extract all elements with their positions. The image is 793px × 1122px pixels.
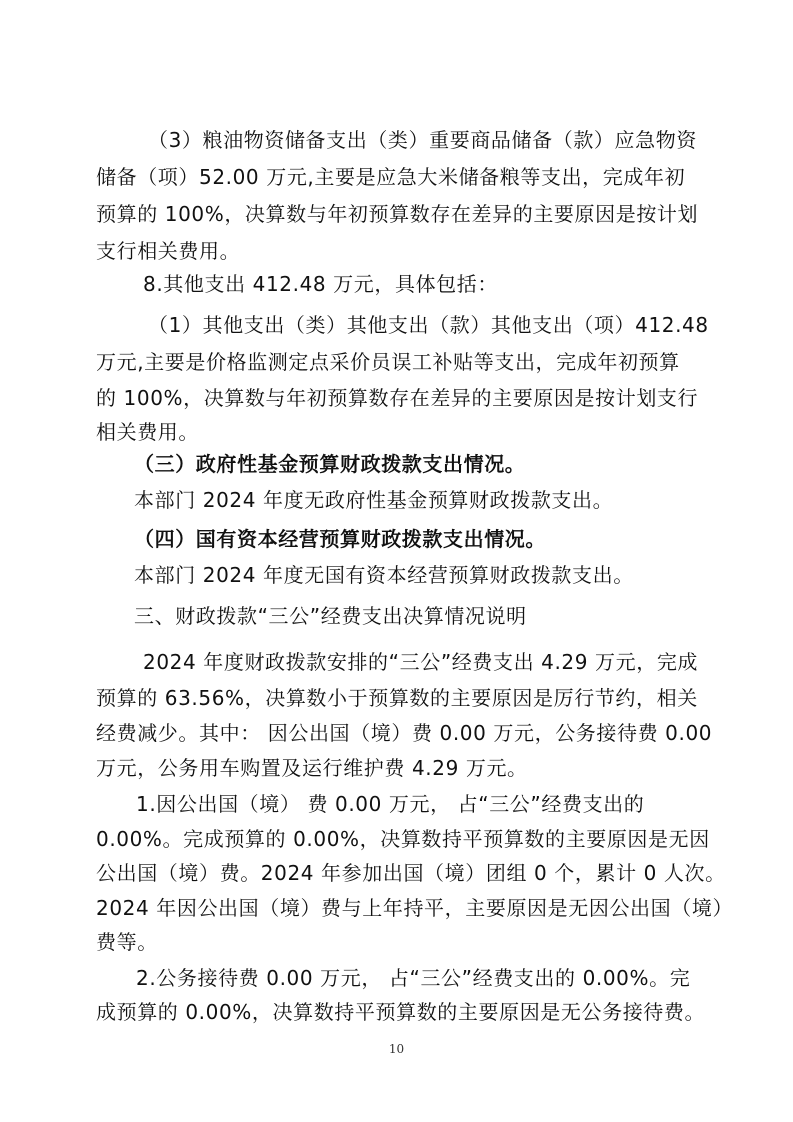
para-line: 8.其他支出 412.48 万元，具体包括： [143, 272, 498, 296]
page-number: 10 [388, 1042, 405, 1056]
para-line: 费等。 [96, 930, 158, 954]
section-heading: 三、财政拨款“三公”经费支出决算情况说明 [134, 604, 527, 628]
para-line: 2024 年度财政拨款安排的“三公”经费支出 4.29 万元，完成 [143, 650, 699, 674]
para-line: 公出国（境）费。2024 年参加出国（境）团组 0 个，累计 0 人次。 [96, 861, 726, 885]
para-line: 万元，公务用车购置及运行维护费 4.29 万元。 [96, 756, 528, 780]
para-line: 预算的 63.56%，决算数小于预算数的主要原因是厉行节约，相关 [96, 686, 698, 710]
section-heading: （四）国有资本经营预算财政拨款支出情况。 [134, 527, 546, 551]
para-line: 本部门 2024 年度无国有资本经营预算财政拨款支出。 [134, 563, 634, 587]
para-line: 0.00%。完成预算的 0.00%，决算数持平预算数的主要原因是无因 [96, 827, 710, 851]
para-line: 万元,主要是价格监测定点采价员误工补贴等支出，完成年初预算 [96, 350, 680, 374]
para-line: 1.因公出国（境） 费 0.00 万元， 占“三公”经费支出的 [136, 792, 645, 816]
para-line: （1）其他支出（类）其他支出（款）其他支出（项）412.48 [148, 313, 709, 337]
para-line: （3）粮油物资储备支出（类）重要商品储备（款）应急物资 [148, 128, 697, 152]
para-line: 预算的 100%，决算数与年初预算数存在差异的主要原因是按计划 [96, 202, 699, 226]
para-line: 储备（项）52.00 万元,主要是应急大米储备粮等支出，完成年初 [96, 165, 686, 189]
para-line: 成预算的 0.00%，决算数持平预算数的主要原因是无公务接待费。 [96, 1000, 706, 1024]
para-line: 2.公务接待费 0.00 万元， 占“三公”经费支出的 0.00%。完 [136, 966, 691, 990]
para-line: 的 100%，决算数与年初预算数存在差异的主要原因是按计划支行 [96, 386, 699, 410]
para-line: 2024 年因公出国（境）费与上年持平，主要原因是无因公出国（境） [96, 896, 734, 920]
para-line: 本部门 2024 年度无政府性基金预算财政拨款支出。 [134, 488, 614, 512]
para-line: 经费减少。其中： 因公出国（境）费 0.00 万元，公务接待费 0.00 [96, 721, 713, 745]
para-line: 相关费用。 [96, 420, 199, 444]
section-heading: （三）政府性基金预算财政拨款支出情况。 [134, 452, 526, 476]
para-line: 支行相关费用。 [96, 239, 241, 263]
